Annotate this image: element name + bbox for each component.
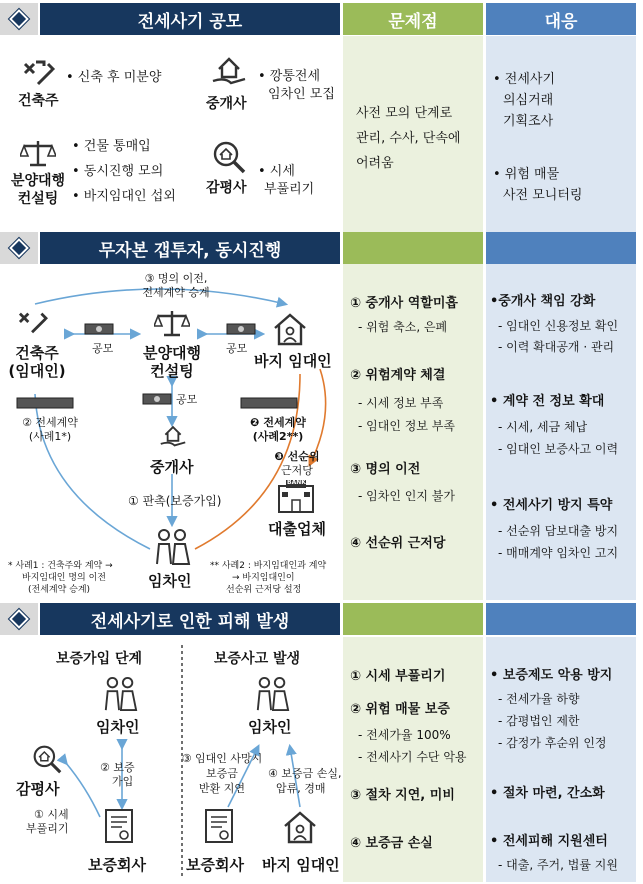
s3-response-2-title: • 절차 마련, 간소화	[490, 786, 605, 801]
tools-icon	[22, 58, 56, 88]
diamond-icon	[9, 238, 29, 258]
s2-problem-3-title: ③ 명의 이전	[350, 462, 421, 477]
scale-icon	[20, 138, 56, 168]
section1-response-1: • 전세사기	[493, 72, 556, 87]
right-bagi-label: 바지 임대인	[262, 856, 340, 874]
appraiser-item-2: 부풀리기	[264, 182, 315, 197]
certificate-icon	[104, 808, 134, 844]
house-hand-icon	[158, 424, 188, 450]
contract-case2-label-2: (사례2**)	[252, 430, 304, 443]
couple-icon	[252, 676, 292, 712]
section1-problem-2: 관리, 수사, 단속에	[356, 131, 461, 146]
money-stack-icon	[240, 396, 298, 410]
left-tenant-label: 임차인	[96, 718, 140, 736]
response-header: 대응	[486, 3, 636, 35]
s2-problem-2-item-1: - 시세 정보 부족	[358, 396, 444, 410]
couple-icon	[152, 528, 192, 566]
appraiser-label: 감평사	[206, 180, 247, 196]
note-case2-2: → 바지임대인이	[232, 573, 295, 583]
right-tenant-label: 임차인	[248, 718, 292, 736]
right-heading: 보증사고 발생	[214, 651, 301, 667]
consulting-label-2: 컨설팅	[17, 191, 59, 207]
house-hand-icon	[211, 55, 247, 89]
section3-response-header-bar	[486, 603, 636, 635]
builder-item: • 신축 후 미분양	[66, 70, 162, 85]
s2-response-2-title: • 계약 전 정보 확대	[490, 394, 605, 409]
s2-response-3-item-1: - 선순위 담보대출 방지	[498, 524, 619, 538]
s2-problem-1-title: ① 중개사 역할미흡	[350, 296, 458, 311]
house-person-icon	[282, 810, 318, 844]
s3-response-1-item-2: - 감평법인 제한	[498, 714, 580, 728]
agent-flow-label: 중개사	[150, 458, 194, 476]
transfer-label-1: ③ 명의 이전,	[144, 272, 208, 285]
s2-problem-2-title: ② 위험계약 체결	[350, 368, 446, 383]
left-appraiser-label: 감평사	[16, 780, 60, 798]
s3-response-1-item-1: - 전세가율 하향	[498, 692, 580, 706]
refund-arrow-label-3: 반환 지연	[198, 782, 245, 795]
diamond-icon	[9, 9, 29, 29]
inflate-arrow-label-2: 부풀리기	[26, 822, 69, 835]
money-icon	[226, 322, 256, 336]
section1-problem-3: 어려움	[356, 156, 394, 171]
magnifier-house-icon	[212, 140, 246, 174]
inflate-arrow-label-1: ① 시세	[34, 808, 69, 821]
diamond-icon	[9, 609, 29, 629]
builder-landlord-label-2: (임대인)	[8, 362, 66, 380]
s3-problem-2-item-1: - 전세가율 100%	[358, 728, 451, 742]
section1-response-3: 기획조사	[503, 114, 554, 129]
section1-marker	[0, 3, 38, 35]
agent-label: 중개사	[206, 96, 247, 112]
house-person-icon	[272, 312, 308, 346]
contract-case1-label-2: (사례1*)	[28, 430, 72, 443]
s2-response-2-item-2: - 임대인 보증사고 이력	[498, 442, 619, 456]
scale-icon	[154, 308, 190, 338]
money-icon	[84, 322, 114, 336]
bank-sign: BANK	[287, 479, 306, 486]
join-arrow-label-2: 가입	[112, 775, 134, 788]
left-heading: 보증가입 단계	[56, 651, 143, 667]
contract-case2-label-1: ❷ 전세계약	[250, 416, 306, 429]
refund-arrow-label-1: ③ 임대인 사망시	[181, 752, 263, 765]
section3-problem-header-bar	[343, 603, 483, 635]
s3-response-1-item-3: - 감정가 후순위 인정	[498, 736, 607, 750]
tools-icon	[16, 308, 50, 336]
join-arrow-label-1: ② 보증	[100, 761, 135, 774]
note-case1-3: (전세계약 승계)	[28, 585, 91, 595]
section2-title: 무자본 갭투자, 동시진행	[40, 232, 340, 264]
s2-response-1-item-1: - 임대인 신용정보 확인	[498, 319, 619, 333]
s2-problem-4-title: ④ 선순위 근저당	[350, 536, 446, 551]
refund-arrow-label-2: 보증금	[206, 767, 238, 780]
s3-problem-2-title: ② 위험 매물 보증	[350, 702, 450, 717]
section1-problem-1: 사전 모의 단계로	[356, 106, 453, 121]
right-guarantee-label: 보증회사	[186, 856, 244, 874]
certificate-icon	[204, 808, 234, 844]
s3-problem-2-item-2: - 전세사기 수단 악용	[358, 750, 467, 764]
collusion-label-2: 공모	[226, 342, 248, 355]
appraiser-item-1: • 시세	[258, 164, 295, 179]
lender-label: 대출업체	[268, 520, 326, 538]
s3-response-3-title: • 전세피해 지원센터	[490, 834, 608, 849]
s3-problem-1-title: ① 시세 부풀리기	[350, 669, 446, 684]
section3-marker	[0, 603, 38, 635]
s2-response-2-item-1: - 시세, 세금 체납	[498, 420, 588, 434]
s2-response-3-item-2: - 매매계약 임차인 고지	[498, 546, 619, 560]
senior-lien-label-1: ❸ 선순위	[274, 450, 320, 463]
contract-case1-label-1: ② 전세계약	[22, 416, 78, 429]
loss-arrow-label-1: ④ 보증금 손실,	[268, 767, 342, 780]
consulting-item-2: • 동시진행 모의	[72, 164, 164, 179]
consulting-item-3: • 바지임대인 섭외	[72, 189, 176, 204]
bagi-landlord-label: 바지 임대인	[254, 352, 332, 370]
loss-arrow-label-2: 압류, 경매	[276, 782, 326, 795]
note-case2-1: ** 사례2 : 바지임대인과 계약	[210, 561, 327, 571]
senior-lien-label-2: 근저당	[281, 464, 313, 477]
consulting-label-1: 분양대행	[10, 173, 66, 189]
agent-item-1: • 깡통전세	[258, 69, 321, 84]
s3-response-1-title: • 보증제도 악용 방지	[490, 668, 613, 683]
consulting-flow-label-2: 컨설팅	[150, 362, 194, 380]
collusion-label-3: 공모	[176, 393, 198, 406]
transfer-label-2: 전세계약 승계	[142, 286, 210, 299]
s3-problem-4-title: ④ 보증금 손실	[350, 836, 433, 851]
s3-response-3-item-1: - 대출, 주거, 법률 지원	[498, 858, 618, 872]
money-icon	[142, 392, 172, 406]
agent-item-2: 임차인 모집	[268, 87, 335, 102]
note-case2-3: 선순위 근저당 설정	[226, 585, 302, 595]
s3-problem-3-title: ③ 절차 지연, 미비	[350, 788, 455, 803]
s2-problem-1-item-1: - 위험 축소, 은폐	[358, 320, 448, 334]
section1-title: 전세사기 공모	[40, 3, 340, 35]
s2-problem-2-item-2: - 임대인 정보 부족	[358, 419, 455, 433]
section1-response-2: 의심거래	[503, 93, 554, 108]
s2-response-1-item-2: - 이력 확대공개 · 관리	[498, 340, 615, 354]
section2-marker	[0, 232, 38, 264]
consulting-flow-label-1: 분양대행	[143, 344, 201, 362]
magnifier-house-icon	[32, 744, 62, 774]
money-stack-icon	[16, 396, 74, 410]
section1-response-5: 사전 모니터링	[503, 188, 583, 203]
section2-problem-header-bar	[343, 232, 483, 264]
collusion-label-1: 공모	[92, 342, 114, 355]
tenant-flow-label: 임차인	[148, 572, 192, 590]
couple-icon	[100, 676, 140, 712]
s2-response-1-title: •중개사 책임 강화	[490, 294, 596, 309]
builder-label: 건축주	[18, 93, 59, 109]
note-case1-1: * 사례1 : 건축주와 계약 →	[8, 561, 113, 571]
s2-problem-3-item-1: - 임차인 인지 불가	[358, 489, 455, 503]
section2-response-header-bar	[486, 232, 636, 264]
left-guarantee-label: 보증회사	[88, 856, 146, 874]
section3-title: 전세사기로 인한 피해 발생	[40, 603, 340, 635]
consulting-item-1: • 건물 통매입	[72, 139, 151, 154]
problem-header: 문제점	[343, 3, 483, 35]
builder-landlord-label-1: 건축주	[15, 344, 59, 362]
s2-response-3-title: • 전세사기 방지 특약	[490, 498, 613, 513]
section1-response-4: • 위험 매물	[493, 167, 560, 182]
brokerage-label: ① 판촉(보증가입)	[128, 494, 222, 508]
note-case1-2: 바지임대인 명의 이전	[22, 573, 106, 583]
